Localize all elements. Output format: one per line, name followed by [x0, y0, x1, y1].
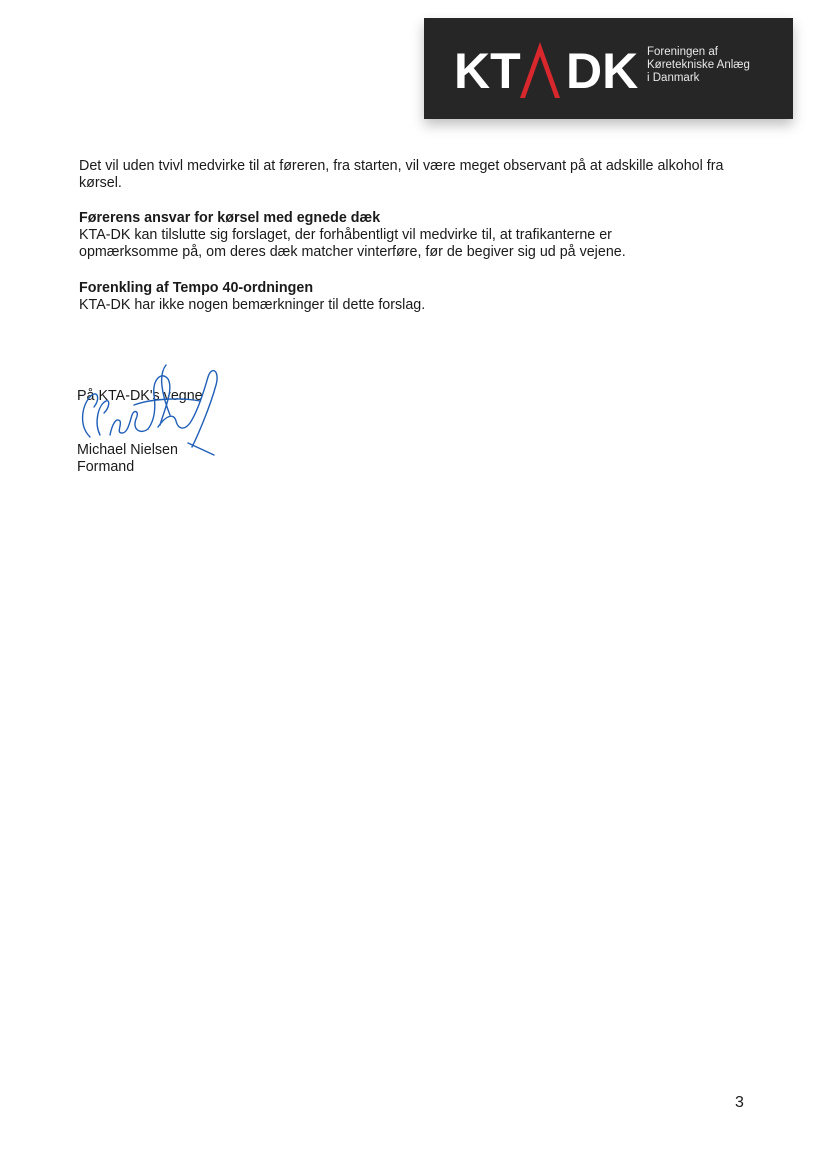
red-lambda-icon — [520, 42, 560, 98]
section-heading-tires: Førerens ansvar for kørsel med egnede dæk — [79, 210, 381, 226]
wordmark-dk: DK — [566, 43, 639, 99]
logo-tagline — [647, 46, 787, 85]
kta-dk-wordmark — [454, 38, 654, 104]
wordmark-kt: KT — [454, 43, 521, 99]
section-heading-tempo40: Forenkling af Tempo 40-ordningen — [79, 280, 314, 296]
signatory-name: Michael Nielsen — [77, 442, 178, 458]
handwritten-signature — [70, 355, 230, 465]
paragraph-alcohol: Det vil uden tvivl medvirke til at føreren, fra starten, vil være meget observant på at adskille alkohol fra kørsel. — [79, 158, 724, 191]
tagline-line-1: Foreningen af — [647, 46, 718, 58]
page-number: 3 — [735, 1094, 744, 1111]
section-text-tempo40: KTA-DK har ikke nogen bemærkninger til dette forslag. — [79, 297, 426, 313]
section-text-tires: KTA-DK kan tilslutte sig forslaget, der forhåbentligt vil medvirke til, at trafikanterne er opmærksomme på, om deres dæk matcher vinterføre, før de begiver sig ud på vejene. — [79, 227, 626, 260]
kta-dk-logo — [424, 18, 793, 119]
tagline-line-2: Køretekniske Anlæg — [647, 59, 750, 71]
signatory-title: Formand — [77, 459, 135, 475]
tagline-line-3: i Danmark — [647, 72, 700, 84]
signature-on-behalf: På KTA-DK's vegne — [77, 388, 203, 404]
